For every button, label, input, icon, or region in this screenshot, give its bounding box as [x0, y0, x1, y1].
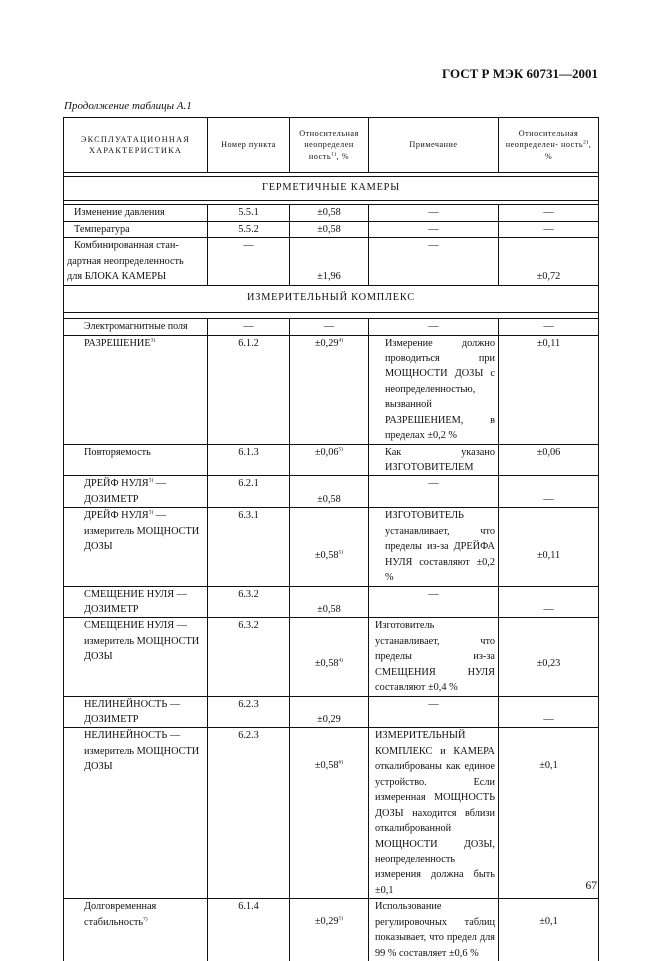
section-row: [64, 285, 599, 312]
cell-uncertainty-2: ±0,11: [499, 508, 599, 586]
cell-uncertainty-2: —: [499, 205, 599, 221]
cell-uncertainty-2: ±0,1: [499, 728, 599, 899]
table-caption: Продолжение таблицы А.1: [64, 100, 192, 112]
cell-characteristic: Комбинированная стан- дартная неопределенность для БЛОКА КАМЕРЫ: [64, 238, 208, 285]
table-row: [64, 899, 599, 961]
cell-uncertainty-1: $\pm 0,29^{5)}$: [290, 899, 369, 961]
cell-uncertainty-2: —: [499, 476, 599, 508]
table-row: [64, 696, 599, 728]
table-row: [64, 319, 599, 335]
cell-uncertainty-2: —: [499, 221, 599, 237]
table-row: [64, 618, 599, 696]
cell-clause: 6.1.4: [208, 899, 290, 961]
cell-uncertainty-1: ±1,96: [290, 238, 369, 285]
page-number: 67: [585, 880, 597, 892]
cell-note: —: [369, 221, 499, 237]
cell-uncertainty-2: ±0,72: [499, 238, 599, 285]
cell-note: Как указано ИЗГОТОВИТЕЛЕМ: [369, 444, 499, 476]
cell-uncertainty-2: ±0,06: [499, 444, 599, 476]
cell-uncertainty-1: $\pm 0,58^{4)}$: [290, 618, 369, 696]
cell-clause: —: [208, 319, 290, 335]
standard-code: ГОСТ Р МЭК 60731—2001: [442, 66, 598, 81]
cell-clause: 6.2.3: [208, 728, 290, 899]
cell-characteristic: Долговременная стабильность$^{7)}$: [64, 899, 208, 961]
cell-characteristic: Изменение давления: [64, 205, 208, 221]
table-row: [64, 508, 599, 586]
table-header-row: [64, 118, 599, 173]
cell-characteristic: Повторяемость: [64, 444, 208, 476]
cell-clause: 5.5.2: [208, 221, 290, 237]
section-row: [64, 177, 599, 201]
cell-uncertainty-1: $\pm 0,58^{6)}$: [290, 728, 369, 899]
cell-characteristic: ДРЕЙФ НУЛЯ$^{3)}$ — ДОЗИМЕТР: [64, 476, 208, 508]
section-title: ИЗМЕРИТЕЛЬНЫЙ КОМПЛЕКС: [64, 285, 599, 312]
cell-characteristic: ДРЕЙФ НУЛЯ$^{3)}$ — измеритель МОЩНОСТИ ДОЗЫ: [64, 508, 208, 586]
cell-uncertainty-1: $\pm 0,58^{5)}$: [290, 508, 369, 586]
cell-clause: 6.1.3: [208, 444, 290, 476]
cell-uncertainty-1: $\pm 0,29^{4)}$: [290, 335, 369, 444]
cell-uncertainty-2: ±0,1: [499, 899, 599, 961]
cell-clause: 6.1.2: [208, 335, 290, 444]
cell-uncertainty-1: $\pm 0,06^{5)}$: [290, 444, 369, 476]
cell-note: Изготовитель устанавливает, что пределы из-за СМЕЩЕНИЯ НУЛЯ составляют ±0,4 %: [369, 618, 499, 696]
cell-characteristic: НЕЛИНЕЙНОСТЬ — ДОЗИМЕТР: [64, 696, 208, 728]
cell-note: —: [369, 586, 499, 618]
table-row: [64, 728, 599, 899]
cell-uncertainty-1: ±0,58: [290, 586, 369, 618]
cell-uncertainty-2: —: [499, 319, 599, 335]
cell-characteristic: СМЕЩЕНИЕ НУЛЯ — измеритель МОЩНОСТИ ДОЗЫ: [64, 618, 208, 696]
cell-clause: 6.2.3: [208, 696, 290, 728]
cell-uncertainty-1: ±0,29: [290, 696, 369, 728]
cell-uncertainty-1: —: [290, 319, 369, 335]
cell-uncertainty-2: —: [499, 696, 599, 728]
table-row: [64, 238, 599, 285]
cell-clause: 6.2.1: [208, 476, 290, 508]
cell-characteristic: НЕЛИНЕЙНОСТЬ — измеритель МОЩНОСТИ ДОЗЫ: [64, 728, 208, 899]
table-row: [64, 476, 599, 508]
cell-note: ИЗМЕРИТЕЛЬНЫЙ КОМПЛЕКС и КАМЕРА откалиброваны как единое устройство. Если измеренная МОЩНОСТЬ ДОЗЫ находится вблизи откалиброванной МОЩНОСТИ ДОЗЫ, неопределенность измерения должна быть ±0,1: [369, 728, 499, 899]
cell-clause: —: [208, 238, 290, 285]
cell-clause: 6.3.2: [208, 586, 290, 618]
section-title: ГЕРМЕТИЧНЫЕ КАМЕРЫ: [64, 177, 599, 201]
cell-uncertainty-1: ±0,58: [290, 476, 369, 508]
cell-clause: 5.5.1: [208, 205, 290, 221]
cell-uncertainty-1: ±0,58: [290, 205, 369, 221]
table-row: [64, 221, 599, 237]
cell-clause: 6.3.2: [208, 618, 290, 696]
cell-uncertainty-2: ±0,23: [499, 618, 599, 696]
cell-note: Измерение должно проводиться при МОЩНОСТИ ДОЗЫ с неопределенностью, вызванной РАЗРЕШЕНИЕМ, в пределах ±0,2 %: [369, 335, 499, 444]
cell-characteristic: Температура: [64, 221, 208, 237]
cell-characteristic: СМЕЩЕНИЕ НУЛЯ — ДОЗИМЕТР: [64, 586, 208, 618]
cell-note: —: [369, 696, 499, 728]
table-row: [64, 444, 599, 476]
header-clause: Номер пункта: [208, 118, 290, 173]
cell-uncertainty-2: —: [499, 586, 599, 618]
cell-note: Использование регулировочных таблиц показывает, что предел для 99 % составляет ±0,6 %: [369, 899, 499, 961]
header-note: Примечание: [369, 118, 499, 173]
cell-characteristic: РАЗРЕШЕНИЕ$^{3)}$: [64, 335, 208, 444]
table-row: [64, 586, 599, 618]
cell-clause: 6.3.1: [208, 508, 290, 586]
cell-note: —: [369, 238, 499, 285]
cell-note: —: [369, 476, 499, 508]
header-uncertainty-2: Относительная неопределен- ность$^{2)}$, %: [499, 118, 599, 173]
cell-uncertainty-2: ±0,11: [499, 335, 599, 444]
cell-characteristic: Электромагнитные поля: [64, 319, 208, 335]
cell-note: —: [369, 319, 499, 335]
table-row: [64, 335, 599, 444]
table-row: [64, 205, 599, 221]
uncertainty-table: [63, 117, 599, 961]
header-characteristic: ЭКСПЛУАТАЦИОННАЯ ХАРАКТЕРИСТИКА: [64, 118, 208, 173]
cell-uncertainty-1: ±0,58: [290, 221, 369, 237]
cell-note: ИЗГОТОВИТЕЛЬ устанавливает, что пределы из-за ДРЕЙФА НУЛЯ составляют ±0,2 %: [369, 508, 499, 586]
header-uncertainty-1: Относительная неопределен ность$^{1)}$, %: [290, 118, 369, 173]
cell-note: —: [369, 205, 499, 221]
